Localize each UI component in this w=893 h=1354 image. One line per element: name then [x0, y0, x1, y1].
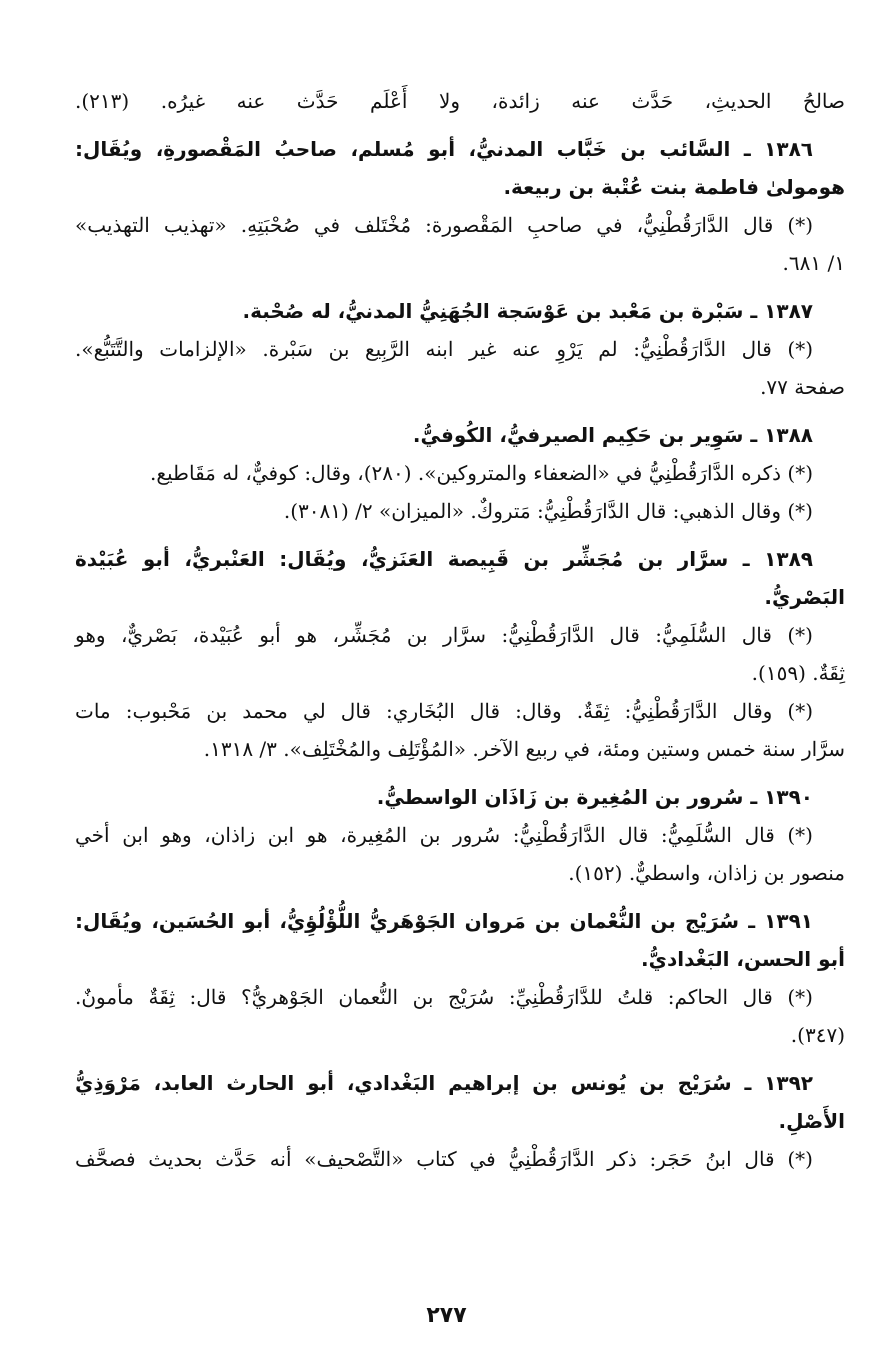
citation-line: (*) قال السُّلَمِيُّ: قال الدَّارَقُطْنِيُّ: سُرور بن المُغِيرة، هو ابن زاذان، وهو ابن أخي [75, 823, 813, 847]
citation-line: (*) قال الحاكم: قلتُ للدَّارَقُطْنِيِّ: سُرَيْج بن النُّعمان الجَوْهريُّ؟ قال: ثِقَةٌ مأمونٌ. [75, 985, 813, 1009]
text-line: ١/ ٦٨١. [782, 251, 845, 275]
citation-line: (*) قال الدَّارَقُطْنِيُّ: لم يَرْوِ عنه غير ابنه الرَّبِيع بن سَبْرة. «الإلزامات والتَّتَبُّع». [75, 337, 813, 361]
entry-heading-1389: ١٣٨٩ ـ سرَّار بن مُجَشِّر بن قَبِيصة العَنَزيُّ، ويُقَال: العَنْبريُّ، أبو عُبَيْدة [75, 547, 813, 571]
entry-heading-continuation: الأَصْلِ. [778, 1109, 845, 1133]
text-line: (٣٤٧). [790, 1023, 845, 1047]
citation-line: (*) ذكره الدَّارَقُطْنِيُّ في «الضعفاء والمتروكين». (٢٨٠)، وقال: كوفيٌّ، له مَقَاطيع. [150, 461, 813, 485]
citation-line: (*) قال الدَّارَقُطْنِيُّ، في صاحبِ المَقْصورة: مُخْتَلف في صُحْبَتِهِ. «تهذيب التهذيب» [75, 213, 813, 237]
entry-heading-1391: ١٣٩١ ـ سُرَيْج بن النُّعْمان بن مَروان الجَوْهَريُّ اللُّؤْلُؤِيُّ، أبو الحُسَين، ويُقَال: [75, 909, 813, 933]
text-line: ثِقَةٌ. (١٥٩). [751, 661, 845, 685]
entry-heading-continuation: هومولىٰ فاطمة بنت عُتْبة بن ربيعة. [503, 175, 845, 199]
entry-heading-continuation: أبو الحسن، البَغْداديُّ. [641, 947, 845, 971]
entry-heading-1387: ١٣٨٧ ـ سَبْرة بن مَعْبد بن عَوْسَجة الجُهَنِيُّ المدنيُّ، له صُحْبة. [242, 299, 813, 323]
entry-heading-1392: ١٣٩٢ ـ سُرَيْج بن يُونس بن إبراهيم البَغْدادي، أبو الحارث العابد، مَرْوَذِيُّ [75, 1071, 813, 1095]
text-line: صفحة ٧٧. [760, 375, 845, 399]
entry-heading-continuation: البَصْريُّ. [764, 585, 845, 609]
entry-heading-1388: ١٣٨٨ ـ سَوِير بن حَكِيم الصيرفيُّ، الكُوفيُّ. [412, 423, 813, 447]
text-line: صالحُ الحديثِ، حَدَّث عنه زائدة، ولا أَعْلَم حَدَّث عنه غيرُه. (٢١٣). [75, 89, 845, 113]
citation-line: (*) وقال الدَّارَقُطْنِيُّ: ثِقَةٌ. وقال: قال البُخَاري: قال لي محمد بن مَحْبوب: مات [75, 699, 813, 723]
entry-heading-1390: ١٣٩٠ ـ سُرور بن المُغِيرة بن زَاذَان الواسطيُّ. [376, 785, 813, 809]
citation-line: (*) قال ابنُ حَجَر: ذكر الدَّارَقُطْنِيُّ في كتاب «التَّصْحيف» أنه حَدَّث بحديث فصحَّف [75, 1147, 813, 1171]
text-line: منصور بن زاذان، واسطيٌّ. (١٥٢). [568, 861, 845, 885]
text-line: سرَّار سنة خمس وستين ومئة، في ربيع الآخر. «المُؤْتَلِف والمُخْتَلِف». ٣/ ١٣١٨. [203, 737, 845, 761]
citation-line: (*) قال السُّلَمِيُّ: قال الدَّارَقُطْنِيُّ: سرَّار بن مُجَشِّر، هو أبو عُبَيْدة، بَصْريٌّ، وهو [75, 623, 813, 647]
page-number: ٢٧٧ [426, 1303, 467, 1328]
citation-line: (*) وقال الذهبي: قال الدَّارَقُطْنِيُّ: مَتروكٌ. «الميزان» ٢/ (٣٠٨١). [283, 499, 813, 523]
entry-heading-1386: ١٣٨٦ ـ السَّائب بن خَبَّاب المدنيُّ، أبو مُسلم، صاحبُ المَقْصورةِ، ويُقَال: [75, 137, 813, 161]
page-body [75, 82, 845, 1178]
